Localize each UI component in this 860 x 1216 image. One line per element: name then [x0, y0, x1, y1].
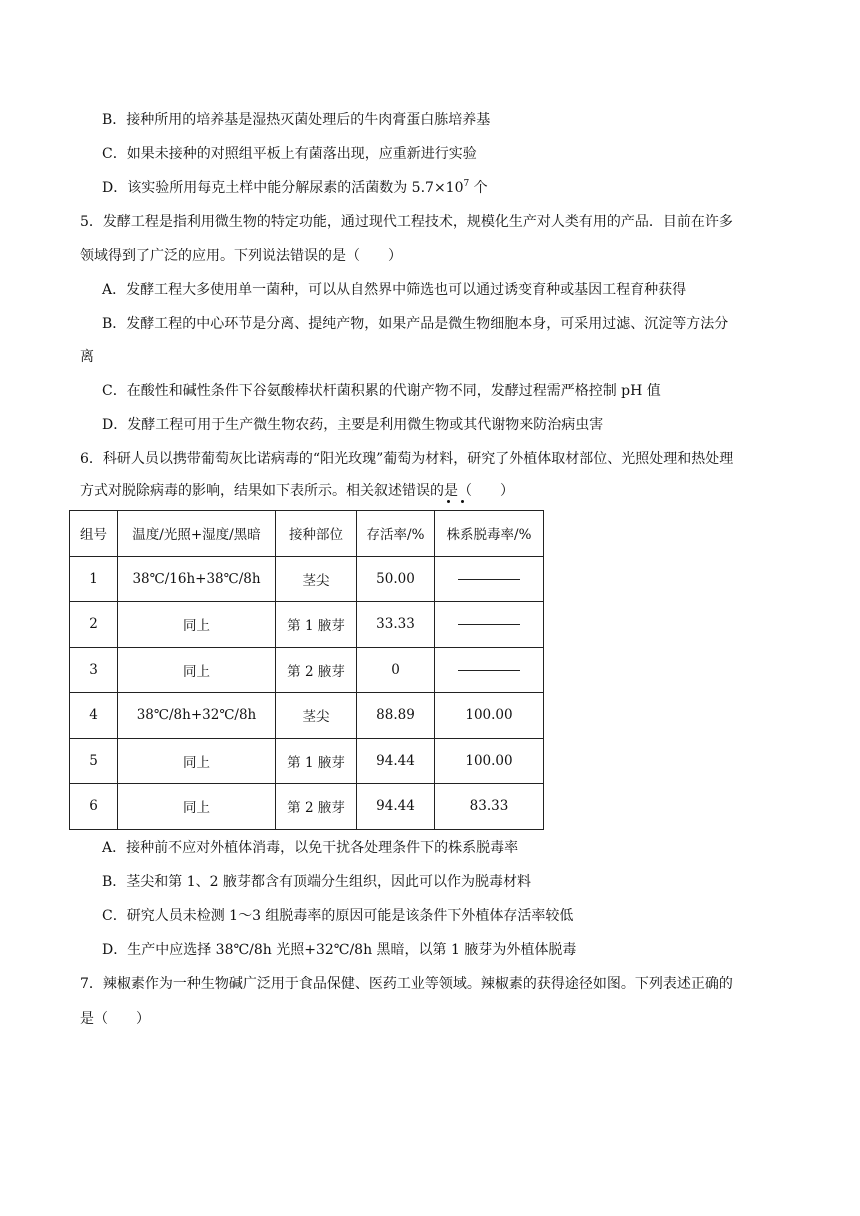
table-cell: 50.00 [357, 556, 435, 602]
table-header-cell: 株系脱毒率/% [435, 511, 544, 557]
q4-option-d-exponent: 7 [463, 179, 470, 189]
q5-stem-line-2: 领域得到了广泛的应用。下列说法错误的是（ ） [80, 248, 402, 264]
results-table [69, 510, 544, 830]
table-cell: 88.89 [357, 693, 435, 739]
table-cell: 94.44 [357, 784, 435, 830]
q5-option-c: C．在酸性和碱性条件下谷氨酸棒状杆菌积累的代谢产物不同，发酵过程需严格控制 pH 值 [102, 383, 661, 399]
emphasis-dot [447, 500, 450, 503]
q4-option-d [102, 178, 488, 198]
table-row [70, 647, 544, 693]
table-cell: 2 [70, 602, 118, 648]
table-row [70, 602, 544, 648]
q7-stem-line-1: 7．辣椒素作为一种生物碱广泛用于食品保健、医药工业等领域。辣椒素的获得途径如图。下列表述正确的 [80, 976, 733, 992]
table-row [70, 784, 544, 830]
q4-option-d-text: D．该实验所用每克土样中能分解尿素的活菌数为 5.7×10 [102, 180, 464, 196]
q5-stem-line-1: 5．发酵工程是指利用微生物的特定功能，通过现代工程技术，规模化生产对人类有用的产品．目前在许多 [80, 214, 733, 230]
table-header-cell: 温度/光照+湿度/黑暗 [118, 511, 276, 557]
q5-option-b-line-2: 离 [80, 349, 94, 365]
table-cell: 茎尖 [276, 556, 357, 602]
table-cell: 3 [70, 647, 118, 693]
q6-stem-line-1: 6．科研人员以携带葡萄灰比诺病毒的“阳光玫瑰”葡萄为材料，研究了外植体取材部位、光照处理和热处理 [80, 451, 734, 467]
table-cell: 第 1 腋芽 [276, 602, 357, 648]
table-cell: 同上 [118, 602, 276, 648]
q5-option-a: A．发酵工程大多使用单一菌种，可以从自然界中筛选也可以通过诱变育种或基因工程育种获得 [102, 282, 687, 298]
table-header-cell: 组号 [70, 511, 118, 557]
table-cell-empty [435, 556, 544, 602]
table-row [70, 556, 544, 602]
table-cell: 100.00 [435, 738, 544, 784]
q6-option-b: B．茎尖和第 1、2 腋芽都含有顶端分生组织，因此可以作为脱毒材料 [102, 874, 532, 890]
table-row [70, 738, 544, 784]
q7-stem-line-2: 是（ ） [80, 1011, 150, 1027]
table-row [70, 693, 544, 739]
table-cell: 第 1 腋芽 [276, 738, 357, 784]
table-cell: 第 2 腋芽 [276, 647, 357, 693]
table-cell: 茎尖 [276, 693, 357, 739]
q6-option-a: A．接种前不应对外植体消毒，以免干扰各处理条件下的株系脱毒率 [102, 840, 519, 856]
table-cell: 38℃/8h+32℃/8h [118, 693, 276, 739]
table-header-cell: 存活率/% [357, 511, 435, 557]
q6-option-c: C．研究人员未检测 1～3 组脱毒率的原因可能是该条件下外植体存活率较低 [102, 908, 574, 924]
table-cell: 1 [70, 556, 118, 602]
dash-line [458, 579, 520, 580]
table-header-cell: 接种部位 [276, 511, 357, 557]
q6-stem-line-2: 方式对脱除病毒的影响，结果如下表所示。相关叙述错误的是（ ） [80, 483, 514, 499]
table-cell: 4 [70, 693, 118, 739]
table-header-row [70, 511, 544, 557]
table-cell: 5 [70, 738, 118, 784]
q5-option-d: D．发酵工程可用于生产微生物农药，主要是利用微生物或其代谢物来防治病虫害 [102, 417, 604, 433]
q4-option-c: C．如果未接种的对照组平板上有菌落出现，应重新进行实验 [102, 146, 477, 162]
table-cell: 0 [357, 647, 435, 693]
table-cell: 同上 [118, 647, 276, 693]
q4-option-b: B．接种所用的培养基是湿热灭菌处理后的牛肉膏蛋白胨培养基 [102, 112, 491, 128]
q4-option-d-unit: 个 [469, 180, 488, 196]
table-cell: 38℃/16h+38℃/8h [118, 556, 276, 602]
table-cell: 83.33 [435, 784, 544, 830]
q5-option-b-line-1: B．发酵工程的中心环节是分离、提纯产物，如果产品是微生物细胞本身，可采用过滤、沉淀等方法分 [102, 316, 729, 332]
table-cell: 同上 [118, 738, 276, 784]
table-cell: 第 2 腋芽 [276, 784, 357, 830]
dash-line [458, 624, 520, 625]
table-cell: 94.44 [357, 738, 435, 784]
emphasis-dot [461, 500, 464, 503]
table-cell: 33.33 [357, 602, 435, 648]
table-cell: 6 [70, 784, 118, 830]
q6-option-d: D．生产中应选择 38℃/8h 光照+32℃/8h 黑暗，以第 1 腋芽为外植体脱毒 [102, 942, 577, 958]
dash-line [458, 670, 520, 671]
table-cell: 同上 [118, 784, 276, 830]
table-cell-empty [435, 602, 544, 648]
table-cell-empty [435, 647, 544, 693]
table-cell: 100.00 [435, 693, 544, 739]
